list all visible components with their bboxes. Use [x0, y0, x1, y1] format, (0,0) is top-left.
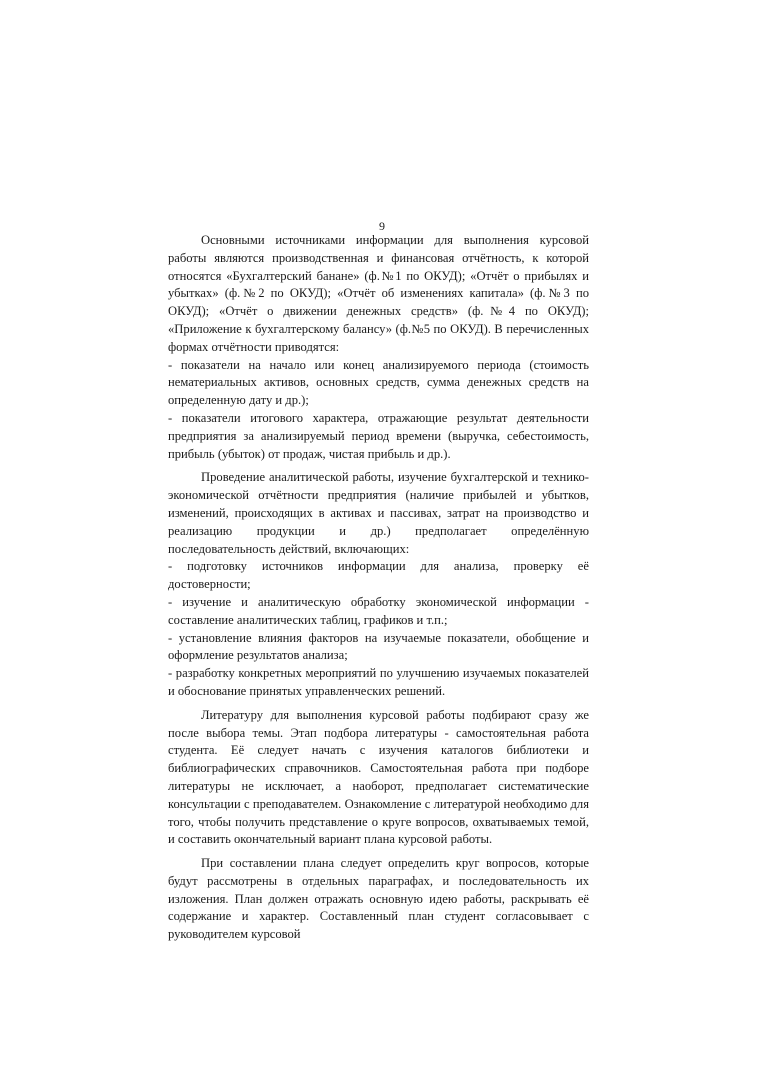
list-item-summary-indicators: - показатели итогового характера, отражающие результат деятельности предприятия за анализируемый период времени (выручка, себестоимость, прибыль (убыток) от продаж, чистая прибыль и др.). — [168, 410, 589, 461]
paragraph-literature: Литературу для выполнения курсовой работы подбирают сразу же после выбора темы. Этап подбора литературы - самостоятельная работа студента. Её следует начать с изучения каталогов библиотеки и библиографических справочников. Самостоятельная работа при подборе литературы не исключает, а наоборот, предполагает систематические консультации с преподавателем. Ознакомление с литературой необходимо для того, чтобы получить представление о круге вопросов, охватываемых темой, и составить окончательный вариант плана курсовой работы. — [168, 707, 589, 847]
document-body — [168, 232, 589, 944]
list-item-factors: - установление влияния факторов на изучаемые показатели, обобщение и оформление результатов анализа; — [168, 630, 589, 663]
list-item-period-indicators: - показатели на начало или конец анализируемого периода (стоимость нематериальных активов, основных средств, сумма денежных средств на определенную дату и др.); — [168, 357, 589, 408]
paragraph-plan: При составлении плана следует определить круг вопросов, которые будут рассмотрены в отдельных параграфах, и последовательность их изложения. План должен отражать основную идею работы, раскрывать её содержание и характер. Составленный план студент согласовывает с руководителем курсовой — [168, 856, 589, 942]
list-item-processing: - изучение и аналитическую обработку экономической информации - составление аналитических таблиц, графиков и т.п.; — [168, 594, 589, 627]
list-item-measures: - разработку конкретных мероприятий по улучшению изучаемых показателей и обоснование принятых управленческих решений. — [168, 666, 589, 698]
list-item-preparation: - подготовку источников информации для анализа, проверку её достоверности; — [168, 559, 589, 592]
page-number: 9 — [379, 219, 385, 233]
paragraph-sources: Основными источниками информации для выполнения курсовой работы являются производственная и финансовая отчётность, к которой относятся «Бухгалтерский банане» (ф.№1 по ОКУД); «Отчёт о прибылях и убытках» (ф.№2 по ОКУД); «Отчёт об изменениях капитала» (ф.№3 по ОКУД); «Отчёт о движении денежных средств» (ф.№4 по ОКУД); «Приложение к бухгалтерскому балансу» (ф.№5 по ОКУД). В перечисленных формах отчётности приводятся: — [168, 233, 589, 354]
paragraph-analysis: Проведение аналитической работы, изучение бухгалтерской и технико-экономической отчётности предприятия (наличие прибылей и убытков, изменений, происходящих в активах и пассивах, затрат на производство и реализацию продукции и др.) предполагает определённую последовательность действий, включающих: — [168, 470, 589, 556]
